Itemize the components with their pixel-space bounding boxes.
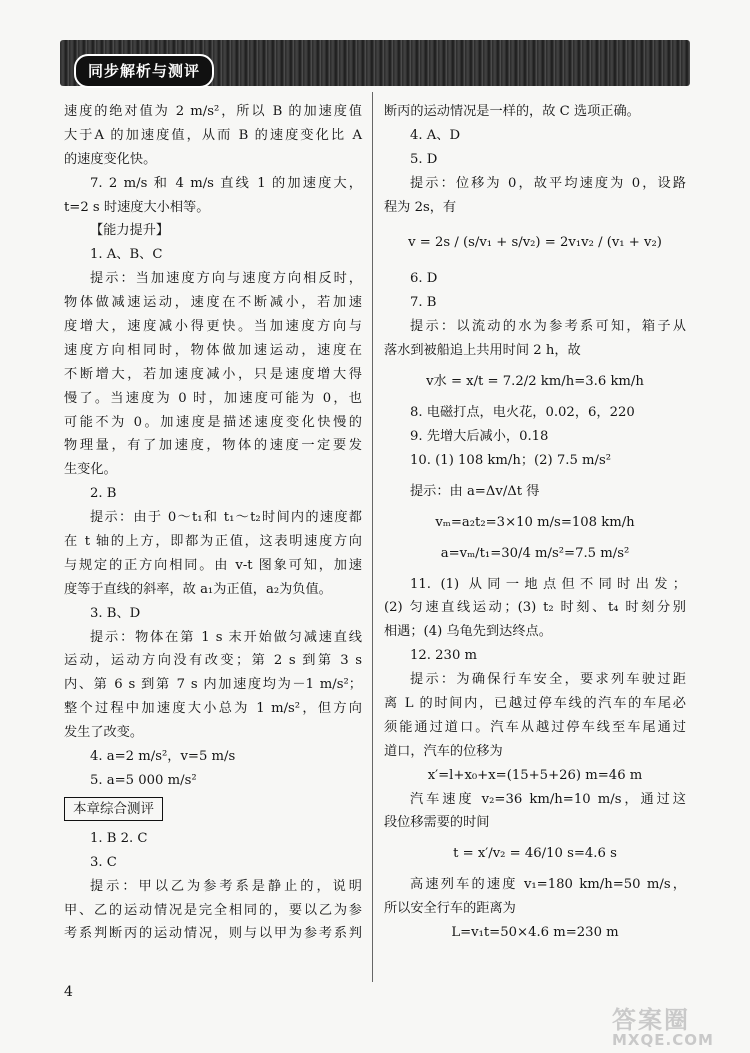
text-line: 道口，汽车的位移为 <box>384 743 503 759</box>
answer-line: 12. 230 m <box>410 648 478 664</box>
answer-line: 5. a=5 000 m/s² <box>90 772 197 788</box>
text-line: 提示：以流动的水为参考系可知，箱子从 <box>410 319 686 335</box>
text-line: 速度的绝对值为 2 m/s²，所以 B 的加速度值 <box>64 104 362 119</box>
text-line: 考系判断丙的运动情况，则与以甲为参考系判 <box>64 926 362 942</box>
text-line: 发生了改变。 <box>64 725 144 741</box>
answer-line: 3. C <box>90 854 117 870</box>
text-line: 度等于直线的斜率，故 a₁为正值，a₂为负值。 <box>64 581 332 597</box>
watermark-logo <box>612 1000 740 1049</box>
text-line: 物理量，有了加速度，物体的速度一定要发 <box>64 438 362 454</box>
text-line: 断丙的运动情况是一样的，故 C 选项正确。 <box>384 104 640 119</box>
text-line: 汽车速度 v₂=36 km/h=10 m/s，通过这 <box>410 791 686 807</box>
section-title-box: 本章综合测评 <box>64 797 163 821</box>
text-line: 高速列车的速度 v₁=180 km/h=50 m/s， <box>410 877 686 893</box>
text-line: 7. 2 m/s 和 4 m/s 直线 1 的加速度大， <box>90 175 362 191</box>
answer-line: 6. D <box>410 271 438 287</box>
answer-line: 8. 电磁打点，电火花，0.02，6，220 <box>410 405 635 421</box>
answer-line: 9. 先增大后减小，0.18 <box>410 428 549 444</box>
text-line: 提示：位移为 0，故平均速度为 0，设路 <box>410 175 686 191</box>
formula: L=v₁t=50×4.6 m=230 m <box>451 925 619 941</box>
text-line: (2) 匀速直线运动；(3) t₂ 时刻、t₄ 时刻分别 <box>384 600 686 616</box>
left-column <box>64 100 362 946</box>
right-column <box>384 100 686 945</box>
text-line: 的速度变化快。 <box>64 151 157 167</box>
section-heading: 【能力提升】 <box>90 223 170 239</box>
formula: vₘ=a₂t₂=3×10 m/s=108 km/h <box>435 514 635 530</box>
text-line: 不断增大，若加速度减小，只是速度增大得 <box>64 366 362 382</box>
page-number: 4 <box>64 984 73 1000</box>
formula: v水 = x/t = 7.2/2 km/h=3.6 km/h <box>426 374 644 390</box>
text-line: 度增大，速度减小得更快。当加速度方向与 <box>64 319 362 335</box>
text-line: 内、第 6 s 到第 7 s 内加速度均为－1 m/s²； <box>64 677 362 693</box>
text-line: 离 L 的时间内，已越过停车线的汽车的车尾必 <box>384 696 686 712</box>
formula: v = 2s / (s/v₁ + s/v₂) = 2v₁v₂ / (v₁ + v₂) <box>408 235 662 251</box>
text-line: 大于A 的加速度值，从而 B 的速度变化比 A <box>64 127 362 143</box>
text-line: 甲、乙的运动情况是完全相同的，要以乙为参 <box>64 902 362 918</box>
text-line: 与规定的正方向相同。由 v-t 图象可知，加速 <box>64 557 362 573</box>
formula: t = x′/v₂ = 46/10 s=4.6 s <box>453 846 617 862</box>
answer-line: 1. A、B、C <box>90 247 163 263</box>
text-line: 所以安全行车的距离为 <box>384 901 516 917</box>
answer-line: 11. (1) 从同一地点但不同时出发； <box>410 576 686 592</box>
text-line: 落水到被船追上共用时间 2 h，故 <box>384 343 581 359</box>
text-line: 提示：为确保行车安全，要求列车驶过距 <box>410 672 686 688</box>
answer-line: 1. B 2. C <box>90 830 148 846</box>
answer-line: 2. B <box>90 486 117 502</box>
watermark-text: 答案圈 <box>612 1006 690 1034</box>
text-line: 物体做减速运动，速度在不断减小，若加速 <box>64 295 362 311</box>
text-line: 运动，运动方向没有改变；第 2 s 到第 3 s <box>64 653 362 669</box>
watermark-url: MXQE.COM <box>612 1031 714 1049</box>
text-line: 可能不为 0。加速度是描述速度变化快慢的 <box>64 414 362 430</box>
text-line: 整个过程中加速度大小总为 1 m/s²，但方向 <box>64 701 362 717</box>
answer-line: 5. D <box>410 151 438 167</box>
formula: x′=l+x₀+x=(15+5+26) m=46 m <box>427 767 643 783</box>
text-line: 提示：由于 0～t₁和 t₁～t₂时间内的速度都 <box>90 510 362 526</box>
text-line: 提示：物体在第 1 s 末开始做匀减速直线 <box>90 629 362 645</box>
text-line: 提示：由 a=Δv/Δt 得 <box>410 483 540 499</box>
answer-line: 3. B、D <box>90 605 141 621</box>
text-line: 提示：甲以乙为参考系是静止的，说明 <box>90 878 362 894</box>
text-line: 提示：当加速度方向与速度方向相反时， <box>90 271 362 287</box>
text-line: 速度方向相同时，物体做加速运动，速度在 <box>64 342 362 358</box>
header-title: 同步解析与测评 <box>74 54 214 88</box>
text-line: 在 t 轴的上方，即都为正值，这表明速度方向 <box>64 534 362 550</box>
text-line: 须能通过道口。汽车从越过停车线至车尾通过 <box>384 719 686 735</box>
text-line: 生变化。 <box>64 462 117 478</box>
text-line: 程为 2s，有 <box>384 199 457 215</box>
answer-line: 10. (1) 108 km/h；(2) 7.5 m/s² <box>410 452 612 468</box>
answer-line: 7. B <box>410 295 437 311</box>
text-line: t=2 s 时速度大小相等。 <box>64 199 210 215</box>
formula: a=vₘ/t₁=30/4 m/s²=7.5 m/s² <box>440 545 630 561</box>
answer-line: 4. a=2 m/s²，v=5 m/s <box>90 749 236 765</box>
column-divider <box>372 92 373 982</box>
text-line: 慢了。当速度为 0 时，加速度可能为 0，也 <box>64 390 362 406</box>
text-line: 段位移需要的时间 <box>384 815 490 831</box>
text-line: 相遇；(4) 乌龟先到达终点。 <box>384 624 552 640</box>
answer-line: 4. A、D <box>410 127 461 143</box>
